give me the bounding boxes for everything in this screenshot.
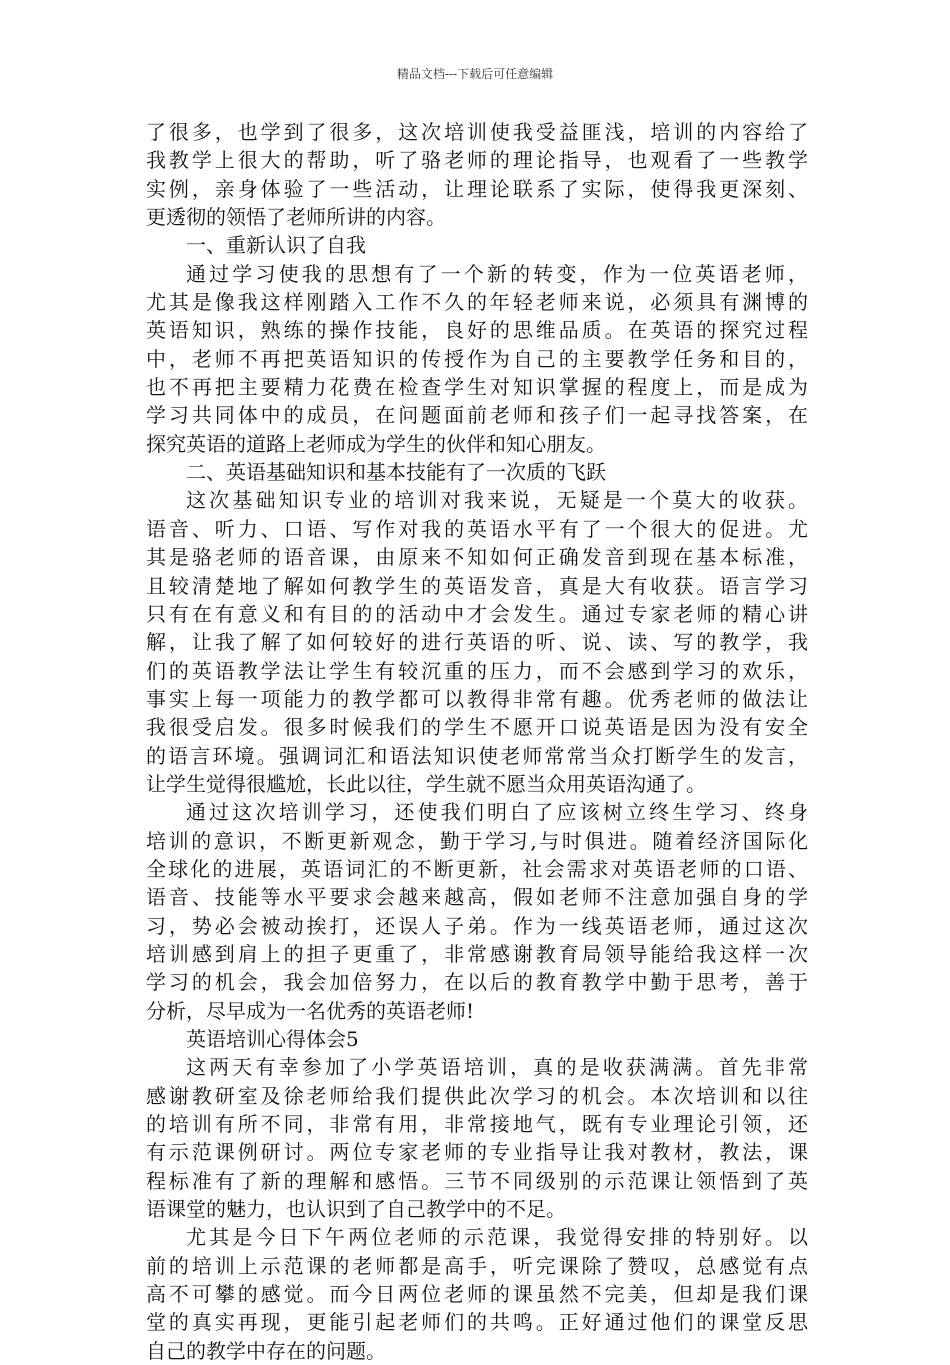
- text-line: 这两天有幸参加了小学英语培训，真的是收获满满。首先非常: [186, 1055, 808, 1080]
- text-line: 程标准有了新的理解和感悟。三节不同级别的示范课让领悟到了英: [146, 1168, 808, 1193]
- text-line: 的培训有所不同，非常有用，非常接地气，既有专业理论引领，还: [146, 1112, 808, 1137]
- text-line: 英语知识，熟练的操作技能，良好的思维品质。在英语的探究过程: [146, 318, 808, 343]
- text-line: 解，让我了解了如何较好的进行英语的听、说、读、写的教学，我: [146, 630, 808, 655]
- text-line: 尤其是今日下午两位老师的示范课，我觉得安排的特别好。以: [186, 1225, 808, 1250]
- text-line: 我教学上很大的帮助，听了骆老师的理论指导，也观看了一些教学: [146, 148, 808, 173]
- section-heading: 二、英语基础知识和基本技能有了一次质的飞跃: [186, 460, 606, 485]
- text-line: 了很多，也学到了很多，这次培训使我受益匪浅，培训的内容给了: [146, 120, 808, 144]
- text-line: 培训感到肩上的担子更重了，非常感谢教育局领导能给我这样一次: [146, 941, 808, 966]
- text-line: 语课堂的魅力，也认识到了自己教学中的不足。: [146, 1197, 566, 1222]
- text-line: 这次基础知识专业的培训对我来说，无疑是一个莫大的收获。: [186, 488, 808, 513]
- text-line: 中，老师不再把英语知识的传授作为自己的主要教学任务和目的，: [146, 346, 808, 371]
- text-line: 习，势必会被动挨打，还误人子弟。作为一线英语老师，通过这次: [146, 913, 808, 938]
- text-line: 让学生觉得很尴尬，长此以往，学生就不愿当众用英语沟通了。: [146, 771, 706, 796]
- text-line: 更透彻的领悟了老师所讲的内容。: [146, 205, 446, 230]
- text-line: 通过学习使我的思想有了一个新的转变，作为一位英语老师，: [186, 261, 808, 286]
- text-line: 探究英语的道路上老师成为学生的伙伴和知心朋友。: [146, 431, 606, 456]
- text-line: 培训的意识，不断更新观念，勤于学习,与时俱进。随着经济国际化: [146, 828, 808, 853]
- text-line: 高不可攀的感觉。而今日两位老师的课虽然不完美，但却是我们课: [146, 1282, 808, 1307]
- text-line: 语音、听力、口语、写作对我的英语水平有了一个很大的促进。尤: [146, 516, 808, 541]
- document-body: [146, 118, 808, 1365]
- text-line: 堂的真实再现，更能引起老师们的共鸣。正好通过他们的课堂反思: [146, 1310, 808, 1335]
- text-line: 我很受启发。很多时候我们的学生不愿开口说英语是因为没有安全: [146, 715, 808, 740]
- text-line: 的语言环境。强调词汇和语法知识使老师常常当众打断学生的发言，: [146, 743, 808, 768]
- text-line: 学习的机会，我会加倍努力，在以后的教育教学中勤于思考，善于: [146, 970, 808, 995]
- section-heading: 英语培训心得体会5: [186, 1027, 359, 1051]
- text-line: 语音、技能等水平要求会越来越高，假如老师不注意加强自身的学: [146, 885, 808, 910]
- text-line: 通过这次培训学习，还使我们明白了应该树立终生学习、终身: [186, 800, 808, 825]
- text-line: 学习共同体中的成员，在问题面前老师和孩子们一起寻找答案，在: [146, 403, 808, 428]
- text-line: 且较清楚地了解如何教学生的英语发音，真是大有收获。语言学习: [146, 573, 808, 598]
- text-line: 前的培训上示范课的老师都是高手，听完课除了赞叹，总感觉有点: [146, 1253, 808, 1278]
- text-line: 有示范课例研讨。两位专家老师的专业指导让我对教材，教法，课: [146, 1140, 808, 1165]
- text-line: 尤其是像我这样刚踏入工作不久的年轻老师来说，必须具有渊博的: [146, 290, 808, 315]
- text-line: 全球化的进展，英语词汇的不断更新，社会需求对英语老师的口语、: [146, 856, 808, 881]
- text-line: 其是骆老师的语音课，由原来不知如何正确发音到现在基本标准，: [146, 545, 808, 570]
- text-line: 分析，尽早成为一名优秀的英语老师!: [146, 998, 475, 1023]
- text-line: 感谢教研室及徐老师给我们提供此次学习的机会。本次培训和以往: [146, 1083, 808, 1108]
- page-header: 精品文档---下载后可任意编辑: [396, 67, 554, 81]
- section-heading: 一、重新认识了自我: [186, 233, 366, 258]
- text-line: 自己的教学中存在的问题。: [146, 1338, 386, 1363]
- text-line: 实例，亲身体验了一些活动，让理论联系了实际，使得我更深刻、: [146, 176, 808, 201]
- text-line: 也不再把主要精力花费在检查学生对知识掌握的程度上，而是成为: [146, 375, 808, 400]
- text-line: 事实上每一项能力的教学都可以教得非常有趣。优秀老师的做法让: [146, 686, 808, 711]
- text-line: 们的英语教学法让学生有较沉重的压力，而不会感到学习的欢乐，: [146, 658, 808, 683]
- text-line: 只有在有意义和有目的的活动中才会发生。通过专家老师的精心讲: [146, 601, 808, 626]
